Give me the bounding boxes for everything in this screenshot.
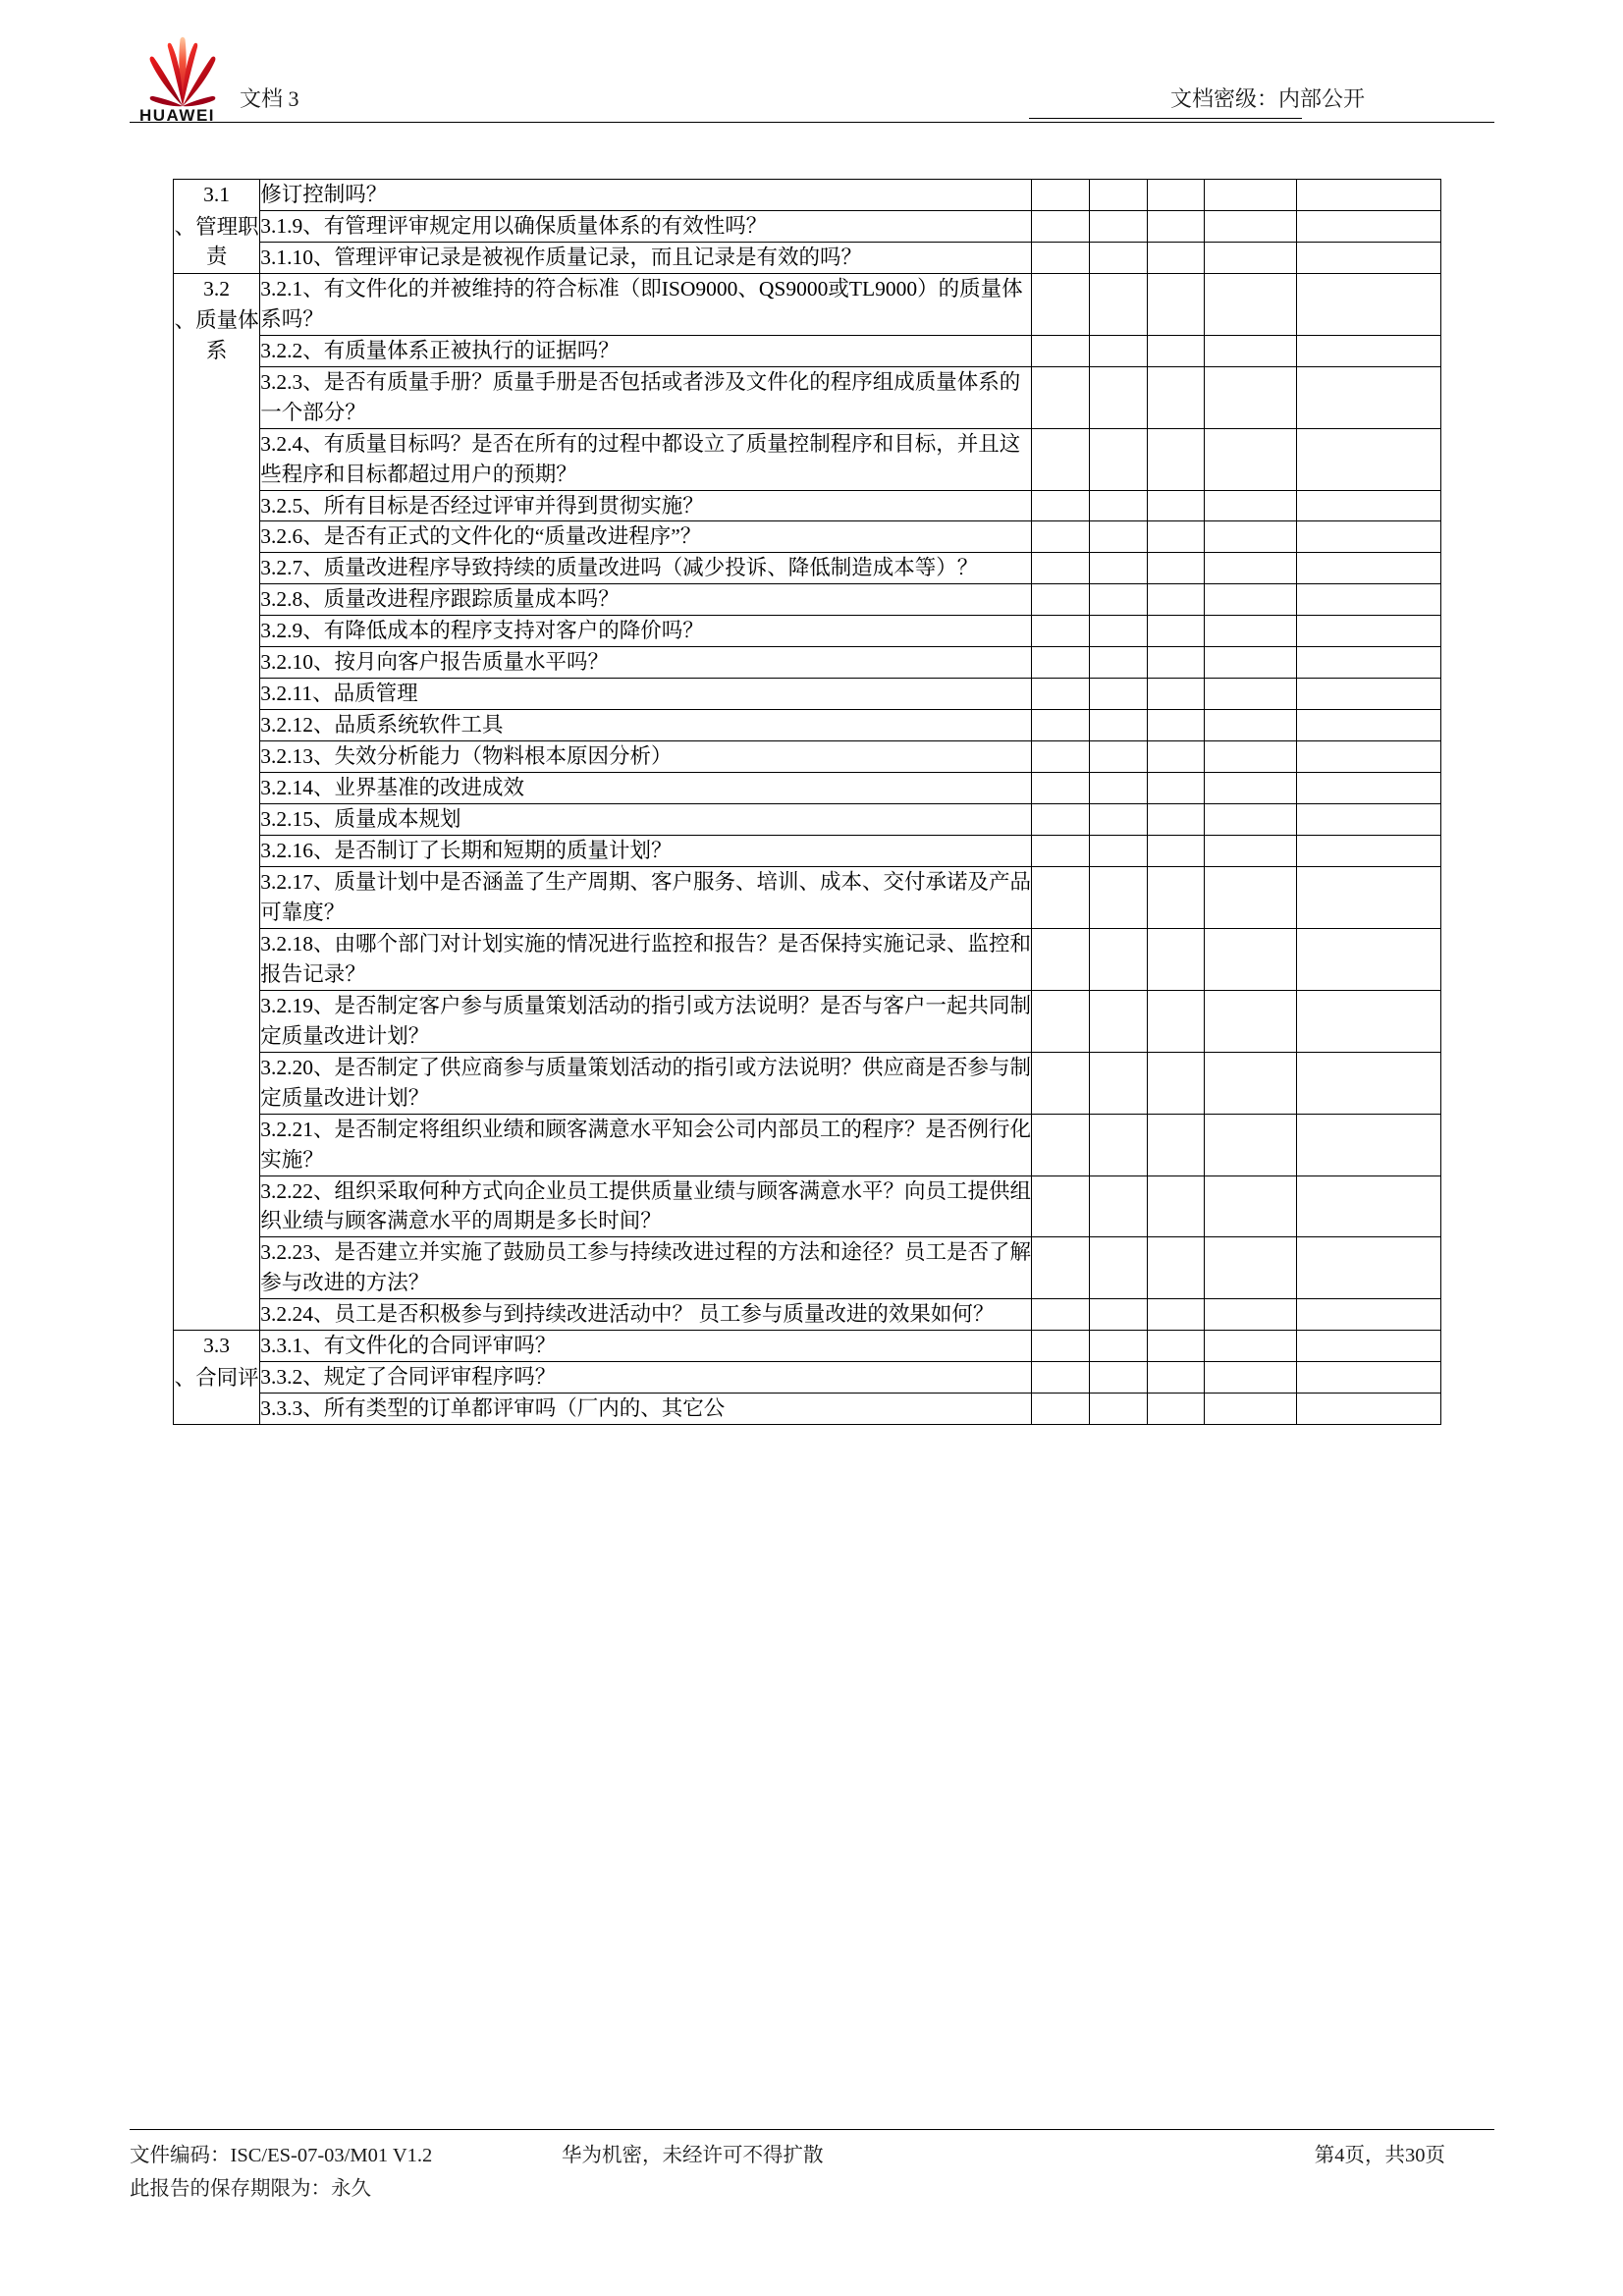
score-cell-4[interactable] (1205, 1394, 1297, 1425)
question-cell: 3.2.17、质量计划中是否涵盖了生产周期、客户服务、培训、成本、交付承诺及产品可靠度？ (260, 866, 1032, 928)
score-cell-1[interactable] (1032, 584, 1090, 616)
score-cell-5[interactable] (1296, 428, 1440, 490)
table-row (174, 1237, 1441, 1299)
score-cell-2[interactable] (1089, 679, 1147, 710)
score-cell-4[interactable] (1205, 428, 1297, 490)
question-cell: 3.2.1、有文件化的并被维持的符合标准（即ISO9000、QS9000或TL9000）的质量体系吗？ (260, 273, 1032, 335)
question-cell: 3.2.20、是否制定了供应商参与质量策划活动的指引或方法说明？供应商是否参与制定质量改进计划？ (260, 1052, 1032, 1114)
table-row (174, 1362, 1441, 1394)
table-row (174, 335, 1441, 366)
score-cell-3[interactable] (1147, 553, 1205, 584)
score-cell-2[interactable] (1089, 616, 1147, 647)
audit-checklist-table (173, 179, 1441, 1425)
score-cell-3[interactable] (1147, 335, 1205, 366)
header-divider (130, 122, 1494, 123)
section-number: 3.1 (203, 183, 231, 206)
score-cell-3[interactable] (1147, 584, 1205, 616)
score-cell-4[interactable] (1205, 1331, 1297, 1362)
table-row (174, 616, 1441, 647)
table-row (174, 866, 1441, 928)
score-cell-1[interactable] (1032, 242, 1090, 273)
score-cell-5[interactable] (1296, 679, 1440, 710)
score-cell-2[interactable] (1089, 1331, 1147, 1362)
score-cell-3[interactable] (1147, 990, 1205, 1052)
score-cell-2[interactable] (1089, 180, 1147, 211)
score-cell-5[interactable] (1296, 804, 1440, 836)
header-document-title: 文档 3 (240, 86, 299, 111)
score-cell-1[interactable] (1032, 521, 1090, 553)
question-cell: 3.2.24、员工是否积极参与到持续改进活动中？ 员工参与质量改进的效果如何？ (260, 1299, 1032, 1331)
table-row (174, 1299, 1441, 1331)
score-cell-2[interactable] (1089, 866, 1147, 928)
score-cell-3[interactable] (1147, 804, 1205, 836)
score-cell-4[interactable] (1205, 584, 1297, 616)
score-cell-3[interactable] (1147, 1052, 1205, 1114)
score-cell-1[interactable] (1032, 616, 1090, 647)
question-cell: 3.3.1、有文件化的合同评审吗？ (260, 1331, 1032, 1362)
score-cell-5[interactable] (1296, 521, 1440, 553)
header-classification: 文档密级：内部公开 (1170, 86, 1366, 111)
question-cell: 3.3.2、规定了合同评审程序吗？ (260, 1362, 1032, 1394)
score-cell-3[interactable] (1147, 1237, 1205, 1299)
score-cell-4[interactable] (1205, 521, 1297, 553)
question-cell: 3.2.14、业界基准的改进成效 (260, 773, 1032, 804)
score-cell-1[interactable] (1032, 773, 1090, 804)
question-cell: 3.2.11、品质管理 (260, 679, 1032, 710)
score-cell-1[interactable] (1032, 1175, 1090, 1237)
score-cell-1[interactable] (1032, 1362, 1090, 1394)
score-cell-5[interactable] (1296, 242, 1440, 273)
question-cell: 3.2.2、有质量体系正被执行的证据吗？ (260, 335, 1032, 366)
score-cell-2[interactable] (1089, 1052, 1147, 1114)
score-cell-1[interactable] (1032, 490, 1090, 521)
score-cell-4[interactable] (1205, 647, 1297, 679)
table-row (174, 273, 1441, 335)
score-cell-3[interactable] (1147, 679, 1205, 710)
table-row (174, 773, 1441, 804)
score-cell-4[interactable] (1205, 804, 1297, 836)
score-cell-5[interactable] (1296, 180, 1440, 211)
score-cell-3[interactable] (1147, 521, 1205, 553)
score-cell-5[interactable] (1296, 1175, 1440, 1237)
score-cell-4[interactable] (1205, 866, 1297, 928)
score-cell-4[interactable] (1205, 1175, 1297, 1237)
score-cell-3[interactable] (1147, 1299, 1205, 1331)
score-cell-2[interactable] (1089, 273, 1147, 335)
score-cell-5[interactable] (1296, 335, 1440, 366)
score-cell-2[interactable] (1089, 741, 1147, 773)
footer-retention: 此报告的保存期限为：永久 (130, 2178, 371, 2200)
section-number: 3.3 (203, 1334, 231, 1358)
score-cell-5[interactable] (1296, 616, 1440, 647)
table-row (174, 490, 1441, 521)
score-cell-4[interactable] (1205, 490, 1297, 521)
score-cell-3[interactable] (1147, 710, 1205, 741)
table-row (174, 1394, 1441, 1425)
section-cell (174, 180, 260, 274)
section-cell (174, 273, 260, 1330)
score-cell-3[interactable] (1147, 1175, 1205, 1237)
score-cell-1[interactable] (1032, 710, 1090, 741)
question-cell: 3.2.16、是否制订了长期和短期的质量计划？ (260, 836, 1032, 867)
table-row (174, 428, 1441, 490)
score-cell-1[interactable] (1032, 273, 1090, 335)
score-cell-5[interactable] (1296, 1299, 1440, 1331)
table-row (174, 242, 1441, 273)
section-label: 、管理职责 (174, 214, 259, 269)
question-cell: 3.2.9、有降低成本的程序支持对客户的降价吗？ (260, 616, 1032, 647)
score-cell-1[interactable] (1032, 990, 1090, 1052)
score-cell-5[interactable] (1296, 990, 1440, 1052)
score-cell-5[interactable] (1296, 741, 1440, 773)
score-cell-4[interactable] (1205, 1237, 1297, 1299)
score-cell-1[interactable] (1032, 1331, 1090, 1362)
question-cell: 3.2.8、质量改进程序跟踪质量成本吗？ (260, 584, 1032, 616)
question-cell: 3.2.21、是否制定将组织业绩和顾客满意水平知会公司内部员工的程序？是否例行化实施？ (260, 1114, 1032, 1175)
score-cell-1[interactable] (1032, 553, 1090, 584)
score-cell-1[interactable] (1032, 1114, 1090, 1175)
score-cell-1[interactable] (1032, 1299, 1090, 1331)
score-cell-5[interactable] (1296, 836, 1440, 867)
question-cell: 3.3.3、所有类型的订单都评审吗（厂内的、其它公 (260, 1394, 1032, 1425)
section-label: 、合同评 (174, 1365, 259, 1390)
score-cell-2[interactable] (1089, 428, 1147, 490)
score-cell-3[interactable] (1147, 928, 1205, 990)
score-cell-3[interactable] (1147, 366, 1205, 428)
score-cell-2[interactable] (1089, 710, 1147, 741)
score-cell-5[interactable] (1296, 553, 1440, 584)
footer-doc-code: 文件编码：ISC/ES-07-03/M01 V1.2 (130, 2145, 433, 2166)
table-row (174, 1114, 1441, 1175)
score-cell-5[interactable] (1296, 773, 1440, 804)
score-cell-2[interactable] (1089, 1237, 1147, 1299)
score-cell-2[interactable] (1089, 366, 1147, 428)
question-cell: 3.1.9、有管理评审规定用以确保质量体系的有效性吗？ (260, 210, 1032, 242)
score-cell-4[interactable] (1205, 990, 1297, 1052)
score-cell-3[interactable] (1147, 741, 1205, 773)
table-row (174, 1175, 1441, 1237)
score-cell-1[interactable] (1032, 1052, 1090, 1114)
score-cell-1[interactable] (1032, 836, 1090, 867)
score-cell-4[interactable] (1205, 180, 1297, 211)
score-cell-4[interactable] (1205, 242, 1297, 273)
score-cell-1[interactable] (1032, 741, 1090, 773)
score-cell-1[interactable] (1032, 804, 1090, 836)
score-cell-5[interactable] (1296, 366, 1440, 428)
score-cell-3[interactable] (1147, 428, 1205, 490)
question-cell: 3.2.22、组织采取何种方式向企业员工提供质量业绩与顾客满意水平？向员工提供组织业绩与顾客满意水平的周期是多长时间？ (260, 1175, 1032, 1237)
score-cell-3[interactable] (1147, 773, 1205, 804)
question-cell: 3.2.4、有质量目标吗？是否在所有的过程中都设立了质量控制程序和目标，并且这些程序和目标都超过用户的预期？ (260, 428, 1032, 490)
table-row (174, 804, 1441, 836)
score-cell-1[interactable] (1032, 1237, 1090, 1299)
score-cell-1[interactable] (1032, 210, 1090, 242)
score-cell-2[interactable] (1089, 647, 1147, 679)
question-cell: 3.2.19、是否制定客户参与质量策划活动的指引或方法说明？是否与客户一起共同制定质量改进计划？ (260, 990, 1032, 1052)
score-cell-5[interactable] (1296, 584, 1440, 616)
score-cell-2[interactable] (1089, 553, 1147, 584)
table-row (174, 366, 1441, 428)
table-row (174, 647, 1441, 679)
score-cell-2[interactable] (1089, 990, 1147, 1052)
question-cell: 3.2.18、由哪个部门对计划实施的情况进行监控和报告？是否保持实施记录、监控和报告记录？ (260, 928, 1032, 990)
score-cell-5[interactable] (1296, 710, 1440, 741)
question-cell: 3.1.10、管理评审记录是被视作质量记录，而且记录是有效的吗？ (260, 242, 1032, 273)
question-cell: 3.2.12、品质系统软件工具 (260, 710, 1032, 741)
score-cell-1[interactable] (1032, 928, 1090, 990)
question-cell: 3.2.10、按月向客户报告质量水平吗？ (260, 647, 1032, 679)
score-cell-1[interactable] (1032, 866, 1090, 928)
score-cell-3[interactable] (1147, 1394, 1205, 1425)
score-cell-3[interactable] (1147, 1114, 1205, 1175)
footer-divider (130, 2129, 1494, 2130)
score-cell-4[interactable] (1205, 210, 1297, 242)
score-cell-4[interactable] (1205, 553, 1297, 584)
score-cell-3[interactable] (1147, 1331, 1205, 1362)
score-cell-4[interactable] (1205, 273, 1297, 335)
question-cell: 3.2.5、所有目标是否经过评审并得到贯彻实施？ (260, 490, 1032, 521)
table-row (174, 679, 1441, 710)
score-cell-2[interactable] (1089, 584, 1147, 616)
score-cell-1[interactable] (1032, 180, 1090, 211)
table-row (174, 584, 1441, 616)
question-cell: 3.2.3、是否有质量手册？质量手册是否包括或者涉及文件化的程序组成质量体系的一个部分？ (260, 366, 1032, 428)
section-cell (174, 1331, 260, 1425)
huawei-wordmark: HUAWEI (139, 106, 215, 125)
score-cell-2[interactable] (1089, 210, 1147, 242)
score-cell-2[interactable] (1089, 1394, 1147, 1425)
score-cell-5[interactable] (1296, 928, 1440, 990)
table-row (174, 553, 1441, 584)
question-cell: 3.2.6、是否有正式的文件化的“质量改进程序”？ (260, 521, 1032, 553)
score-cell-4[interactable] (1205, 679, 1297, 710)
table-row (174, 928, 1441, 990)
score-cell-4[interactable] (1205, 710, 1297, 741)
score-cell-2[interactable] (1089, 242, 1147, 273)
score-cell-2[interactable] (1089, 1299, 1147, 1331)
score-cell-2[interactable] (1089, 804, 1147, 836)
score-cell-4[interactable] (1205, 1114, 1297, 1175)
score-cell-3[interactable] (1147, 273, 1205, 335)
score-cell-4[interactable] (1205, 616, 1297, 647)
table-row (174, 741, 1441, 773)
score-cell-5[interactable] (1296, 210, 1440, 242)
table-row (174, 710, 1441, 741)
table-row (174, 990, 1441, 1052)
score-cell-5[interactable] (1296, 1362, 1440, 1394)
score-cell-4[interactable] (1205, 1362, 1297, 1394)
score-cell-3[interactable] (1147, 180, 1205, 211)
score-cell-3[interactable] (1147, 490, 1205, 521)
score-cell-2[interactable] (1089, 1362, 1147, 1394)
question-cell: 修订控制吗？ (260, 180, 1032, 211)
table-row (174, 210, 1441, 242)
score-cell-5[interactable] (1296, 1331, 1440, 1362)
section-label: 、质量体系 (174, 308, 259, 362)
score-cell-2[interactable] (1089, 335, 1147, 366)
score-cell-4[interactable] (1205, 836, 1297, 867)
score-cell-4[interactable] (1205, 1052, 1297, 1114)
score-cell-5[interactable] (1296, 866, 1440, 928)
score-cell-5[interactable] (1296, 1114, 1440, 1175)
section-number: 3.2 (203, 276, 231, 301)
score-cell-1[interactable] (1032, 679, 1090, 710)
score-cell-4[interactable] (1205, 928, 1297, 990)
score-cell-1[interactable] (1032, 335, 1090, 366)
footer-confidential: 华为机密，未经许可不得扩散 (562, 2145, 824, 2166)
score-cell-4[interactable] (1205, 741, 1297, 773)
score-cell-2[interactable] (1089, 928, 1147, 990)
score-cell-4[interactable] (1205, 773, 1297, 804)
score-cell-3[interactable] (1147, 836, 1205, 867)
score-cell-1[interactable] (1032, 428, 1090, 490)
score-cell-3[interactable] (1147, 866, 1205, 928)
score-cell-3[interactable] (1147, 210, 1205, 242)
table-row (174, 1331, 1441, 1362)
score-cell-5[interactable] (1296, 1052, 1440, 1114)
score-cell-4[interactable] (1205, 366, 1297, 428)
score-cell-4[interactable] (1205, 1299, 1297, 1331)
question-cell: 3.2.7、质量改进程序导致持续的质量改进吗（减少投诉、降低制造成本等）？ (260, 553, 1032, 584)
score-cell-2[interactable] (1089, 773, 1147, 804)
score-cell-3[interactable] (1147, 1362, 1205, 1394)
score-cell-1[interactable] (1032, 647, 1090, 679)
score-cell-2[interactable] (1089, 1114, 1147, 1175)
page-footer (130, 2141, 1494, 2200)
table-row (174, 1052, 1441, 1114)
table-row (174, 836, 1441, 867)
score-cell-1[interactable] (1032, 1394, 1090, 1425)
score-cell-2[interactable] (1089, 836, 1147, 867)
question-cell: 3.2.15、质量成本规划 (260, 804, 1032, 836)
score-cell-5[interactable] (1296, 490, 1440, 521)
score-cell-5[interactable] (1296, 273, 1440, 335)
page-header (130, 35, 1494, 130)
score-cell-2[interactable] (1089, 1175, 1147, 1237)
score-cell-3[interactable] (1147, 647, 1205, 679)
footer-page-info: 第4页，共30页 (1314, 2145, 1445, 2166)
question-cell: 3.2.23、是否建立并实施了鼓励员工参与持续改进过程的方法和途径？员工是否了解参与改进的方法？ (260, 1237, 1032, 1299)
score-cell-2[interactable] (1089, 490, 1147, 521)
score-cell-5[interactable] (1296, 1394, 1440, 1425)
question-cell: 3.2.13、失效分析能力（物料根本原因分析） (260, 741, 1032, 773)
huawei-logo-icon (135, 35, 230, 126)
table-row (174, 180, 1441, 211)
score-cell-4[interactable] (1205, 335, 1297, 366)
score-cell-3[interactable] (1147, 616, 1205, 647)
score-cell-2[interactable] (1089, 521, 1147, 553)
header-divider-right (1029, 118, 1302, 119)
score-cell-3[interactable] (1147, 242, 1205, 273)
table-row (174, 521, 1441, 553)
score-cell-5[interactable] (1296, 1237, 1440, 1299)
score-cell-1[interactable] (1032, 366, 1090, 428)
score-cell-5[interactable] (1296, 647, 1440, 679)
